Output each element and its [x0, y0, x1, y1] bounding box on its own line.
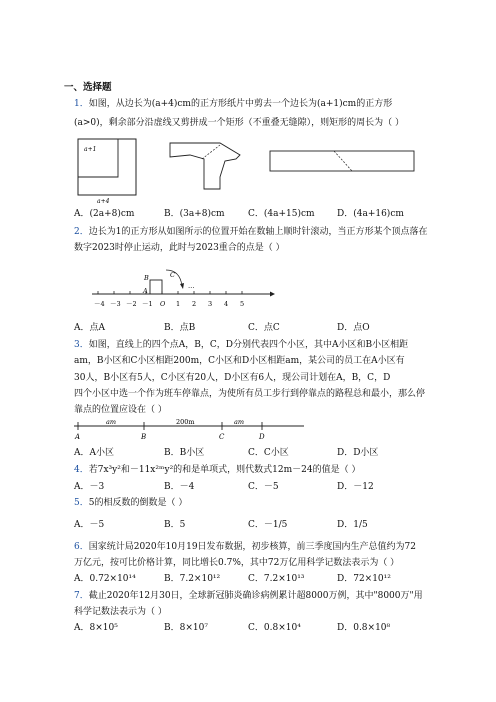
figure-label-a-plus-1: a+1	[84, 146, 97, 153]
distance-label-cd: am	[234, 418, 245, 426]
question-6-line-1: 6．国家统计局2020年10月19日发布数据，初步核算，前三季度国内生产总值约为72	[74, 542, 416, 552]
q1-option-d[interactable]: D．(4a+16)cm	[337, 209, 404, 219]
square-vertex-a-label: A	[143, 287, 148, 295]
tick-label-neg3: －3	[110, 300, 121, 308]
q1-option-a[interactable]: A．(2a+8)cm	[74, 209, 135, 219]
tick-label-neg1: －1	[142, 300, 153, 308]
q6-option-c[interactable]: C．7.2×10¹³	[248, 574, 305, 584]
question-3-line-4: 四个小区中选一个作为班车停靠点，为使所有员工步行到停靠点的路程总和最小，那么停	[74, 389, 426, 399]
point-c-label: C	[219, 433, 225, 441]
point-a-label: A	[75, 433, 81, 441]
question-4-number: 4．	[74, 465, 89, 475]
question-3-line-figure	[70, 414, 310, 444]
question-3-line-2: am，B小区和C小区相距200m，C小区和D小区相距am，某公司的员工在A小区有	[74, 356, 405, 366]
q5-option-a[interactable]: A．－5	[74, 520, 105, 530]
tick-label-5: 5	[240, 300, 245, 308]
q7-option-d[interactable]: D．0.8×10⁸	[337, 623, 391, 633]
q3-option-a[interactable]: A．A小区	[74, 448, 114, 458]
tick-label-3: 3	[208, 300, 213, 308]
question-5-line-1: 5．5的相反数的倒数是（ ）	[74, 498, 188, 508]
question-7-line-2: 科学记数法表示为（ ）	[74, 607, 167, 617]
question-1-number: 1．	[74, 99, 89, 109]
point-b-label: B	[141, 433, 147, 441]
question-3-line-1: 3．如图，直线上的四个点A，B，C，D分别代表四个小区，其中A小区和B小区相距	[74, 340, 409, 350]
q4-option-d[interactable]: D．－12	[337, 482, 374, 492]
question-1-line-2: (a>0)，剩余部分沿虚线又剪拼成一个矩形（不重叠无缝隙），则矩形的周长为（ ）	[74, 118, 405, 128]
q4-option-a[interactable]: A．－3	[74, 482, 105, 492]
q7-option-b[interactable]: B．8×10⁷	[164, 623, 208, 633]
question-1-line-1: 1．如图，从边长为(a+4)cm的正方形纸片中剪去一个边长为(a+1)cm的正方形	[74, 99, 393, 109]
question-4-line-1: 4．若7x³y²和－11x²ᵐy²的和是单项式，则代数式12m－24的值是（ ）	[74, 465, 361, 475]
question-6-line-2: 万亿元，按可比价格计算，同比增长0.7%，其中72万亿用科学记数法表示为（ ）	[74, 558, 400, 568]
q3-option-d[interactable]: D．D小区	[337, 448, 379, 458]
q2-option-c[interactable]: C．点C	[248, 323, 280, 333]
tick-label-neg4: －4	[94, 300, 105, 308]
tick-label-4: 4	[224, 300, 229, 308]
tick-label-neg2: －2	[126, 300, 137, 308]
q7-option-c[interactable]: C．0.8×10⁴	[248, 623, 301, 633]
question-7-line-1: 7．截止2020年12月30日，全球新冠肺炎确诊病例累计超8000万例，其中"8000万"用	[74, 591, 423, 601]
q5-option-d[interactable]: D．1/5	[337, 520, 368, 530]
section-title: 一、选择题	[64, 82, 112, 93]
tick-label-origin: O	[160, 300, 166, 308]
question-3-line-3: 30人，B小区有5人，C小区有20人，D小区有6人，现公司计划在A，B，C，D	[74, 373, 391, 383]
q2-option-a[interactable]: A．点A	[74, 323, 105, 333]
question-2-number: 2．	[74, 227, 89, 237]
square-vertex-b-label: B	[144, 274, 149, 282]
q1-option-b[interactable]: B．(3a+8)cm	[164, 209, 225, 219]
question-2-number-line-figure	[86, 266, 276, 316]
q4-option-b[interactable]: B．－4	[164, 482, 195, 492]
q2-option-d[interactable]: D．点O	[337, 323, 370, 333]
question-7-number: 7．	[74, 591, 89, 601]
question-5-number: 5．	[74, 498, 89, 508]
q7-option-a[interactable]: A．8×10⁵	[74, 623, 118, 633]
question-2-line-2: 数字2023时停止运动，此时与2023重合的点是（ ）	[74, 243, 285, 253]
question-6-number: 6．	[74, 542, 89, 552]
q4-option-c[interactable]: C．－5	[248, 482, 279, 492]
distance-label-bc: 200m	[176, 418, 195, 426]
square-vertex-c-label: C	[170, 271, 175, 279]
question-1-figure	[70, 135, 420, 207]
tick-label-1: 1	[176, 300, 181, 308]
question-3-line-5: 靠点的位置应设在（ ）	[74, 405, 167, 415]
q6-option-a[interactable]: A．0.72×10¹⁴	[74, 574, 136, 584]
question-3-number: 3．	[74, 340, 89, 350]
distance-label-ab: am	[106, 418, 117, 426]
continuation-dots: …	[188, 282, 195, 290]
figure-label-a-plus-4: a+4	[97, 198, 110, 205]
q5-option-c[interactable]: C．－1/5	[248, 520, 288, 530]
q6-option-b[interactable]: B．7.2×10¹²	[164, 574, 221, 584]
q5-option-b[interactable]: B．5	[164, 520, 186, 530]
question-2-line-1: 2．边长为1的正方形从如图所示的位置开始在数轴上顺时针滚动，当正方形某个顶点落在	[74, 227, 428, 237]
point-d-label: D	[259, 433, 265, 441]
q2-option-b[interactable]: B．点B	[164, 323, 196, 333]
q3-option-b[interactable]: B．B小区	[164, 448, 205, 458]
q6-option-d[interactable]: D．72×10¹²	[337, 574, 391, 584]
q3-option-c[interactable]: C．C小区	[248, 448, 289, 458]
q1-option-c[interactable]: C．(4a+15)cm	[248, 209, 315, 219]
tick-label-2: 2	[192, 300, 197, 308]
